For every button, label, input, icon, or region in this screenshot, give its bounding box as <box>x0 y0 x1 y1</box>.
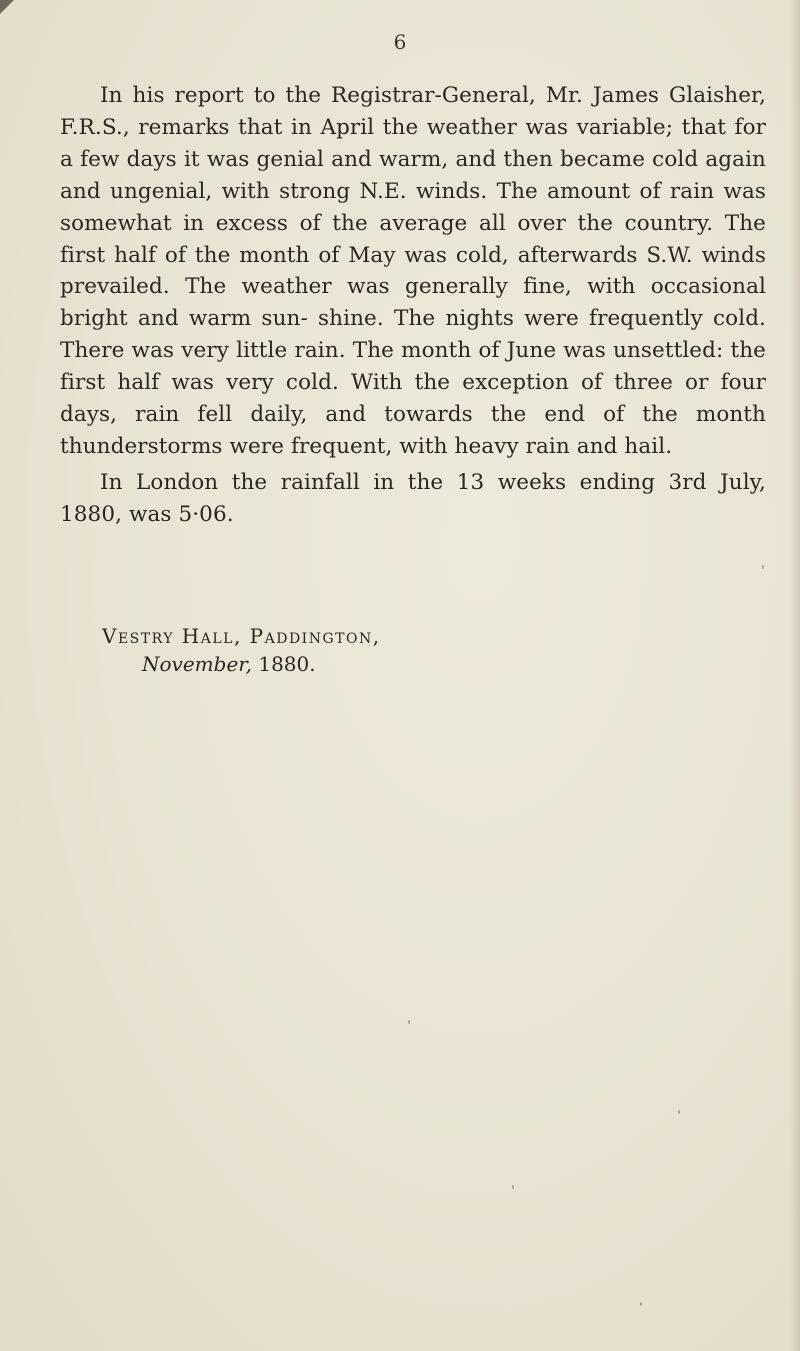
signature-year: 1880. <box>258 652 316 676</box>
signature-block <box>102 622 381 678</box>
paragraph-london-rainfall: In London the rainfall in the 13 weeks ending 3rd July, 1880, was 5·06. <box>60 469 766 527</box>
page-number: 6 <box>393 30 407 54</box>
signature-place: Vestry Hall, Paddington, <box>102 624 381 648</box>
paper-speck <box>512 1185 514 1189</box>
paragraph-weather-report: In his report to the Registrar-General, Mr. James Glaisher, F.R.S., remarks that in April the weather was variable; that for a few days it was genial and warm, and then became cold again and ungenial, with strong N.E. winds. The amount of rain was somewhat in excess of the average all over the country. The first half of the month of May was cold, afterwards S.W. winds prevailed. The weather was generally fine, with occasional bright and warm sun- shine. The nights were frequently cold. There was very little rain. The month of June was unsettled: the first half was very cold. With the exception of three or four days, rain fell daily, and towards the end of the month thunderstorms were frequent, with heavy rain and hail. <box>60 83 766 459</box>
signature-month: November, <box>142 652 252 676</box>
signature-date <box>102 650 381 678</box>
paper-speck <box>408 1020 410 1024</box>
paper-speck <box>678 1110 680 1114</box>
paper-speck <box>762 565 764 569</box>
page-edge-shadow <box>790 0 800 1351</box>
page-corner <box>0 0 14 14</box>
report-body <box>60 80 766 531</box>
paper-speck <box>640 1302 642 1306</box>
